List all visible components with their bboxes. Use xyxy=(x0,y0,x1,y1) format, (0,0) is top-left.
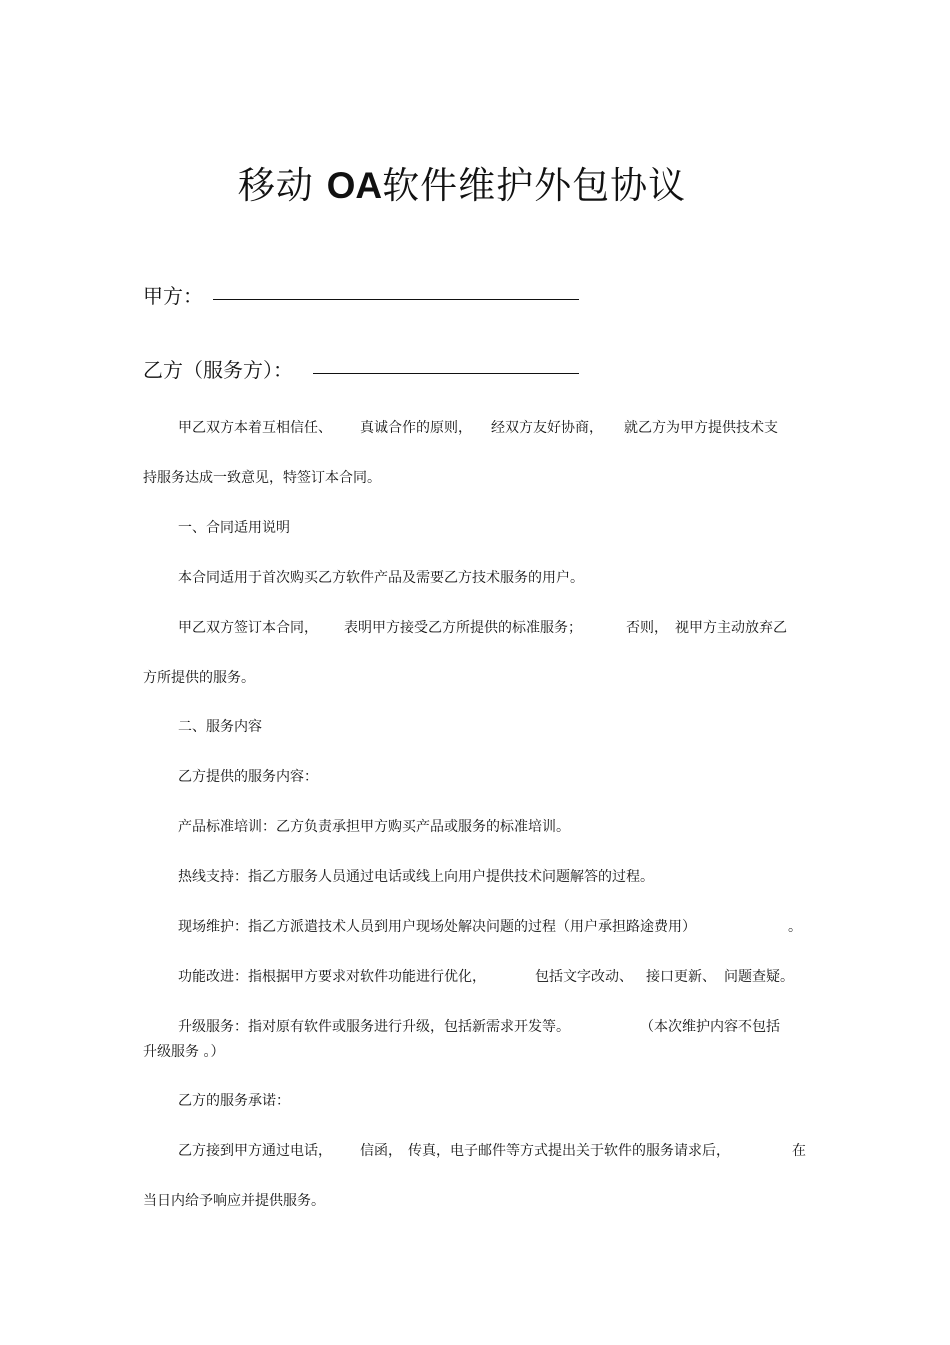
party-b-line xyxy=(143,354,293,383)
commitment-part-1: 乙方接到甲方通过电话， xyxy=(178,1143,332,1159)
party-b-label: 乙方（服务方）： xyxy=(143,358,293,382)
service-item-training: 产品标准培训：乙方负责承担甲方购买产品或服务的标准培训。 xyxy=(178,819,570,835)
title-prefix: 移动 xyxy=(237,164,314,207)
service-item-improve-a: 功能改进：指根据甲方要求对软件功能进行优化， xyxy=(178,969,486,985)
section1-p2-part-1: 甲乙双方签订本合同， xyxy=(178,620,318,636)
party-b-blank xyxy=(313,373,579,374)
intro-part-2: 真诚合作的原则， xyxy=(360,420,472,436)
intro-part-1: 甲乙双方本着互相信任、 xyxy=(178,420,332,436)
section2-subheading: 乙方提供的服务内容： xyxy=(178,769,318,785)
intro-part-3: 经双方友好协商， xyxy=(491,420,603,436)
party-a-line xyxy=(143,280,203,309)
service-item-onsite-end: 。 xyxy=(788,919,802,935)
commitment-part-4: 在 xyxy=(792,1143,806,1159)
service-item-improve-d: 问题查疑。 xyxy=(724,969,794,985)
commitment-part-2: 信函， xyxy=(360,1143,402,1159)
service-item-upgrade-a: 升级服务：指对原有软件或服务进行升级，包括新需求开发等。 xyxy=(178,1019,570,1035)
intro-part-4: 就乙方为甲方提供技术支 xyxy=(624,420,778,436)
section1-p2-part-4: 视甲方主动放弃乙 xyxy=(675,620,787,636)
section1-p2-line-2: 方所提供的服务。 xyxy=(143,670,255,686)
section1-paragraph-1: 本合同适用于首次购买乙方软件产品及需要乙方技术服务的用户。 xyxy=(178,570,584,586)
commitment-heading: 乙方的服务承诺： xyxy=(178,1093,290,1109)
document-title xyxy=(0,155,924,209)
service-item-improve-b: 包括文字改动、 xyxy=(535,969,633,985)
section2-heading: 二、服务内容 xyxy=(178,719,262,735)
service-item-improve-c: 接口更新、 xyxy=(646,969,716,985)
party-a-label: 甲方： xyxy=(143,284,203,308)
title-latin: OA xyxy=(326,165,383,206)
service-item-upgrade-b: （本次维护内容不包括 xyxy=(640,1019,780,1035)
section1-heading: 一、合同适用说明 xyxy=(178,520,290,536)
party-a-blank xyxy=(213,299,579,300)
intro-line-2: 持服务达成一致意见，特签订本合同。 xyxy=(143,470,381,486)
service-item-hotline: 热线支持：指乙方服务人员通过电话或线上向用户提供技术问题解答的过程。 xyxy=(178,869,654,885)
section1-p2-part-2: 表明甲方接受乙方所提供的标准服务； xyxy=(344,620,582,636)
title-suffix: 软件维护外包协议 xyxy=(382,164,687,207)
commitment-line-2: 当日内给予响应并提供服务。 xyxy=(143,1193,325,1209)
section1-p2-part-3: 否则， xyxy=(626,620,668,636)
service-item-onsite: 现场维护：指乙方派遣技术人员到用户现场处解决问题的过程（用户承担路途费用） xyxy=(178,919,696,935)
service-item-upgrade-line-2: 升级服务 。） xyxy=(143,1044,225,1060)
commitment-part-3: 传真，电子邮件等方式提出关于软件的服务请求后， xyxy=(408,1143,730,1159)
